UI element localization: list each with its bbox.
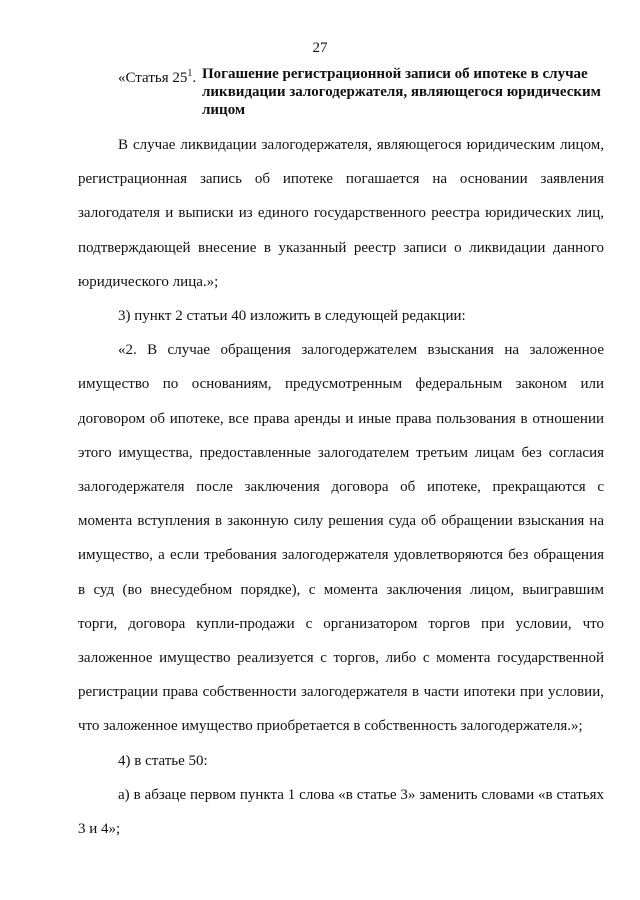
article-superscript: 1 — [187, 68, 193, 79]
paragraph: В случае ликвидации залогодержателя, являющегося юридическим лицом, регистрационная запись об ипотеке погашается на основании заявления залогодателя и выписки из единого государственного реестра юридических лиц, подтверждающей внесение в указанный реестр записи о ликвидации данного юридического лица.»; — [78, 137, 604, 290]
article-prefix: «Статья 25 — [118, 70, 188, 86]
document-body — [78, 128, 604, 846]
article-suffix: . — [192, 70, 197, 86]
page-number: 27 — [312, 40, 328, 56]
paragraph: а) в абзаце первом пункта 1 слова «в статье 3» заменить словами «в статьях 3 и 4»; — [78, 786, 604, 838]
article-title: Погашение регистрационной записи об ипотеке в случае ликвидации залогодержателя, являющегося юридическим лицом — [202, 66, 601, 118]
paragraph: 3) пункт 2 статьи 40 изложить в следующей редакции: — [118, 308, 466, 325]
paragraph: 4) в статье 50: — [118, 752, 208, 769]
article-number — [118, 65, 196, 87]
paragraph: «2. В случае обращения залогодержателем взыскания на заложенное имущество по основаниям, предусмотренным федеральным законом или договором об ипотеке, все права аренды и иные права пользования в отношении этого имущества, предоставленные залогодателем третьим лицам без согласия залогодержателя после заключения договора об ипотеке, прекращаются с момента вступления в законную силу решения суда об обращении взыскания на имущество, а если требования залогодержателя удовлетворяются без обращения в суд (во внесудебном порядке), с момента заключения лицом, выигравшим торги, договора купли-продажи с организатором торгов при условии, что заложенное имущество реализуется с торгов, либо с момента государственной регистрации права собственности залогодержателя в части ипотеки при условии, что заложенное имущество приобретается в собственность залогодержателя.»; — [78, 342, 604, 735]
